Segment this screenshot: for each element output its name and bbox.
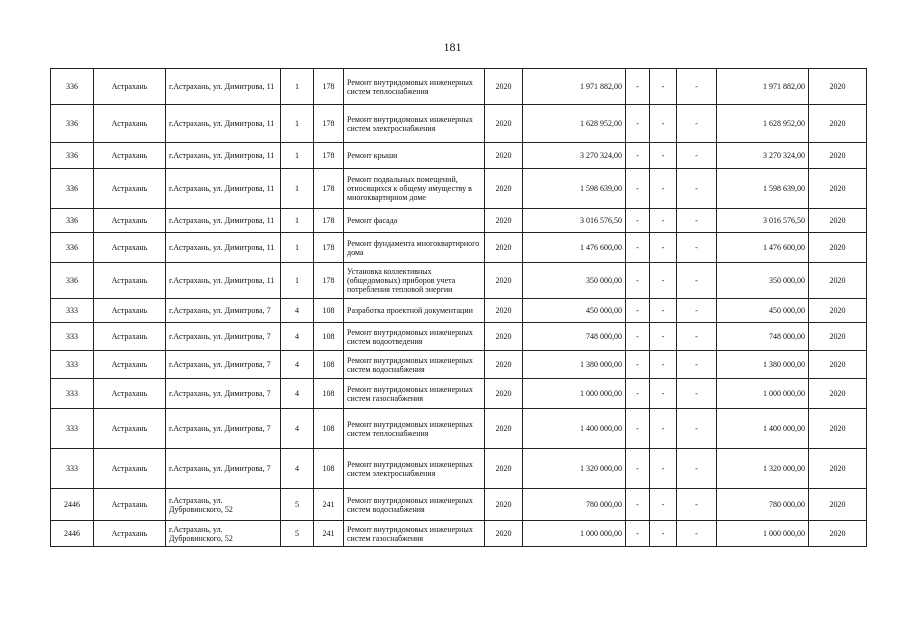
completion-year-cell: 2020 bbox=[809, 351, 867, 379]
apartments-cell: 108 bbox=[314, 351, 344, 379]
work-type-cell: Разработка проектной документации bbox=[344, 299, 485, 323]
fund-source-1-cell: - bbox=[626, 233, 650, 263]
house-id-cell: 333 bbox=[51, 351, 94, 379]
year-cell: 2020 bbox=[485, 209, 523, 233]
fund-source-1-cell: - bbox=[626, 323, 650, 351]
apartments-cell: 178 bbox=[314, 263, 344, 299]
table-row bbox=[51, 323, 867, 351]
work-type-cell: Ремонт внутридомовых инженерных систем водоснабжения bbox=[344, 489, 485, 521]
city-cell: Астрахань bbox=[94, 409, 166, 449]
address-cell: г.Астрахань, ул. Димитрова, 11 bbox=[166, 143, 281, 169]
repair-registry-table bbox=[50, 68, 867, 547]
table-row bbox=[51, 143, 867, 169]
cost-cell: 1 628 952,00 bbox=[523, 105, 626, 143]
year-cell: 2020 bbox=[485, 449, 523, 489]
fund-source-3-cell: - bbox=[677, 105, 717, 143]
fund-source-2-cell: - bbox=[650, 409, 677, 449]
completion-year-cell: 2020 bbox=[809, 263, 867, 299]
fund-source-1-cell: - bbox=[626, 299, 650, 323]
cost-cell: 350 000,00 bbox=[523, 263, 626, 299]
floors-cell: 4 bbox=[281, 409, 314, 449]
house-id-cell: 336 bbox=[51, 105, 94, 143]
cost-cell: 3 270 324,00 bbox=[523, 143, 626, 169]
apartments-cell: 108 bbox=[314, 323, 344, 351]
address-cell: г.Астрахань, ул. Дубровинского, 52 bbox=[166, 489, 281, 521]
work-type-cell: Ремонт внутридомовых инженерных систем газоснабжения bbox=[344, 521, 485, 547]
house-id-cell: 336 bbox=[51, 169, 94, 209]
total-cost-cell: 1 000 000,00 bbox=[717, 379, 809, 409]
work-type-cell: Ремонт подвальных помещений, относящихся к общему имуществу в многоквартирном доме bbox=[344, 169, 485, 209]
cost-cell: 1 000 000,00 bbox=[523, 379, 626, 409]
fund-source-3-cell: - bbox=[677, 323, 717, 351]
total-cost-cell: 748 000,00 bbox=[717, 323, 809, 351]
address-cell: г.Астрахань, ул. Димитрова, 11 bbox=[166, 233, 281, 263]
total-cost-cell: 350 000,00 bbox=[717, 263, 809, 299]
completion-year-cell: 2020 bbox=[809, 379, 867, 409]
total-cost-cell: 1 476 600,00 bbox=[717, 233, 809, 263]
floors-cell: 5 bbox=[281, 521, 314, 547]
completion-year-cell: 2020 bbox=[809, 209, 867, 233]
table-row bbox=[51, 105, 867, 143]
year-cell: 2020 bbox=[485, 69, 523, 105]
work-type-cell: Установка коллективных (общедомовых) приборов учета потребления тепловой энергии bbox=[344, 263, 485, 299]
floors-cell: 1 bbox=[281, 105, 314, 143]
fund-source-1-cell: - bbox=[626, 379, 650, 409]
house-id-cell: 2446 bbox=[51, 489, 94, 521]
completion-year-cell: 2020 bbox=[809, 489, 867, 521]
city-cell: Астрахань bbox=[94, 143, 166, 169]
city-cell: Астрахань bbox=[94, 69, 166, 105]
fund-source-1-cell: - bbox=[626, 489, 650, 521]
fund-source-2-cell: - bbox=[650, 323, 677, 351]
work-type-cell: Ремонт внутридомовых инженерных систем водоснабжения bbox=[344, 351, 485, 379]
house-id-cell: 333 bbox=[51, 409, 94, 449]
apartments-cell: 178 bbox=[314, 209, 344, 233]
page-number: 181 bbox=[443, 40, 462, 54]
fund-source-2-cell: - bbox=[650, 69, 677, 105]
address-cell: г.Астрахань, ул. Димитрова, 7 bbox=[166, 409, 281, 449]
city-cell: Астрахань bbox=[94, 299, 166, 323]
floors-cell: 4 bbox=[281, 449, 314, 489]
fund-source-2-cell: - bbox=[650, 449, 677, 489]
cost-cell: 1 598 639,00 bbox=[523, 169, 626, 209]
fund-source-1-cell: - bbox=[626, 521, 650, 547]
cost-cell: 1 000 000,00 bbox=[523, 521, 626, 547]
address-cell: г.Астрахань, ул. Дубровинского, 52 bbox=[166, 521, 281, 547]
fund-source-3-cell: - bbox=[677, 263, 717, 299]
house-id-cell: 336 bbox=[51, 233, 94, 263]
cost-cell: 450 000,00 bbox=[523, 299, 626, 323]
completion-year-cell: 2020 bbox=[809, 323, 867, 351]
city-cell: Астрахань bbox=[94, 449, 166, 489]
address-cell: г.Астрахань, ул. Димитрова, 7 bbox=[166, 351, 281, 379]
city-cell: Астрахань bbox=[94, 263, 166, 299]
total-cost-cell: 1 000 000,00 bbox=[717, 521, 809, 547]
table-row bbox=[51, 69, 867, 105]
year-cell: 2020 bbox=[485, 521, 523, 547]
city-cell: Астрахань bbox=[94, 209, 166, 233]
floors-cell: 4 bbox=[281, 299, 314, 323]
completion-year-cell: 2020 bbox=[809, 233, 867, 263]
cost-cell: 1 971 882,00 bbox=[523, 69, 626, 105]
fund-source-2-cell: - bbox=[650, 105, 677, 143]
table-row bbox=[51, 351, 867, 379]
total-cost-cell: 1 380 000,00 bbox=[717, 351, 809, 379]
floors-cell: 1 bbox=[281, 233, 314, 263]
apartments-cell: 108 bbox=[314, 379, 344, 409]
year-cell: 2020 bbox=[485, 299, 523, 323]
house-id-cell: 333 bbox=[51, 379, 94, 409]
year-cell: 2020 bbox=[485, 263, 523, 299]
year-cell: 2020 bbox=[485, 323, 523, 351]
apartments-cell: 108 bbox=[314, 299, 344, 323]
house-id-cell: 2446 bbox=[51, 521, 94, 547]
fund-source-2-cell: - bbox=[650, 143, 677, 169]
fund-source-2-cell: - bbox=[650, 169, 677, 209]
floors-cell: 1 bbox=[281, 169, 314, 209]
total-cost-cell: 1 598 639,00 bbox=[717, 169, 809, 209]
fund-source-2-cell: - bbox=[650, 521, 677, 547]
table-row bbox=[51, 379, 867, 409]
fund-source-1-cell: - bbox=[626, 143, 650, 169]
completion-year-cell: 2020 bbox=[809, 409, 867, 449]
address-cell: г.Астрахань, ул. Димитрова, 7 bbox=[166, 449, 281, 489]
floors-cell: 1 bbox=[281, 209, 314, 233]
address-cell: г.Астрахань, ул. Димитрова, 7 bbox=[166, 379, 281, 409]
cost-cell: 1 380 000,00 bbox=[523, 351, 626, 379]
year-cell: 2020 bbox=[485, 233, 523, 263]
house-id-cell: 336 bbox=[51, 209, 94, 233]
completion-year-cell: 2020 bbox=[809, 143, 867, 169]
city-cell: Астрахань bbox=[94, 323, 166, 351]
table-row bbox=[51, 299, 867, 323]
floors-cell: 5 bbox=[281, 489, 314, 521]
total-cost-cell: 1 400 000,00 bbox=[717, 409, 809, 449]
completion-year-cell: 2020 bbox=[809, 521, 867, 547]
fund-source-1-cell: - bbox=[626, 263, 650, 299]
cost-cell: 780 000,00 bbox=[523, 489, 626, 521]
house-id-cell: 333 bbox=[51, 299, 94, 323]
fund-source-2-cell: - bbox=[650, 263, 677, 299]
completion-year-cell: 2020 bbox=[809, 449, 867, 489]
fund-source-2-cell: - bbox=[650, 379, 677, 409]
apartments-cell: 178 bbox=[314, 143, 344, 169]
completion-year-cell: 2020 bbox=[809, 69, 867, 105]
fund-source-2-cell: - bbox=[650, 351, 677, 379]
total-cost-cell: 780 000,00 bbox=[717, 489, 809, 521]
floors-cell: 1 bbox=[281, 263, 314, 299]
registry-body bbox=[51, 69, 867, 547]
fund-source-1-cell: - bbox=[626, 69, 650, 105]
year-cell: 2020 bbox=[485, 143, 523, 169]
cost-cell: 1 320 000,00 bbox=[523, 449, 626, 489]
apartments-cell: 178 bbox=[314, 105, 344, 143]
house-id-cell: 333 bbox=[51, 449, 94, 489]
fund-source-3-cell: - bbox=[677, 489, 717, 521]
year-cell: 2020 bbox=[485, 351, 523, 379]
fund-source-3-cell: - bbox=[677, 379, 717, 409]
floors-cell: 4 bbox=[281, 323, 314, 351]
completion-year-cell: 2020 bbox=[809, 105, 867, 143]
fund-source-2-cell: - bbox=[650, 233, 677, 263]
apartments-cell: 108 bbox=[314, 409, 344, 449]
house-id-cell: 336 bbox=[51, 69, 94, 105]
fund-source-2-cell: - bbox=[650, 299, 677, 323]
work-type-cell: Ремонт внутридомовых инженерных систем теплоснабжения bbox=[344, 69, 485, 105]
work-type-cell: Ремонт внутридомовых инженерных систем водоотведения bbox=[344, 323, 485, 351]
work-type-cell: Ремонт фундамента многоквартирного дома bbox=[344, 233, 485, 263]
cost-cell: 748 000,00 bbox=[523, 323, 626, 351]
apartments-cell: 178 bbox=[314, 233, 344, 263]
table-row bbox=[51, 521, 867, 547]
fund-source-3-cell: - bbox=[677, 169, 717, 209]
table-row bbox=[51, 449, 867, 489]
fund-source-1-cell: - bbox=[626, 409, 650, 449]
fund-source-3-cell: - bbox=[677, 143, 717, 169]
table-row bbox=[51, 169, 867, 209]
year-cell: 2020 bbox=[485, 105, 523, 143]
fund-source-3-cell: - bbox=[677, 409, 717, 449]
house-id-cell: 336 bbox=[51, 143, 94, 169]
work-type-cell: Ремонт крыши bbox=[344, 143, 485, 169]
fund-source-2-cell: - bbox=[650, 209, 677, 233]
house-id-cell: 336 bbox=[51, 263, 94, 299]
address-cell: г.Астрахань, ул. Димитрова, 11 bbox=[166, 69, 281, 105]
total-cost-cell: 1 320 000,00 bbox=[717, 449, 809, 489]
address-cell: г.Астрахань, ул. Димитрова, 11 bbox=[166, 169, 281, 209]
table-row bbox=[51, 409, 867, 449]
address-cell: г.Астрахань, ул. Димитрова, 7 bbox=[166, 323, 281, 351]
total-cost-cell: 3 016 576,50 bbox=[717, 209, 809, 233]
fund-source-2-cell: - bbox=[650, 489, 677, 521]
city-cell: Астрахань bbox=[94, 169, 166, 209]
address-cell: г.Астрахань, ул. Димитрова, 7 bbox=[166, 299, 281, 323]
completion-year-cell: 2020 bbox=[809, 299, 867, 323]
work-type-cell: Ремонт внутридомовых инженерных систем электроснабжения bbox=[344, 449, 485, 489]
city-cell: Астрахань bbox=[94, 379, 166, 409]
address-cell: г.Астрахань, ул. Димитрова, 11 bbox=[166, 209, 281, 233]
completion-year-cell: 2020 bbox=[809, 169, 867, 209]
cost-cell: 1 400 000,00 bbox=[523, 409, 626, 449]
table-row bbox=[51, 489, 867, 521]
floors-cell: 4 bbox=[281, 379, 314, 409]
address-cell: г.Астрахань, ул. Димитрова, 11 bbox=[166, 105, 281, 143]
city-cell: Астрахань bbox=[94, 105, 166, 143]
city-cell: Астрахань bbox=[94, 521, 166, 547]
work-type-cell: Ремонт фасада bbox=[344, 209, 485, 233]
fund-source-3-cell: - bbox=[677, 209, 717, 233]
year-cell: 2020 bbox=[485, 379, 523, 409]
total-cost-cell: 3 270 324,00 bbox=[717, 143, 809, 169]
fund-source-3-cell: - bbox=[677, 351, 717, 379]
city-cell: Астрахань bbox=[94, 351, 166, 379]
work-type-cell: Ремонт внутридомовых инженерных систем газоснабжения bbox=[344, 379, 485, 409]
year-cell: 2020 bbox=[485, 489, 523, 521]
fund-source-1-cell: - bbox=[626, 351, 650, 379]
table-row bbox=[51, 263, 867, 299]
apartments-cell: 241 bbox=[314, 521, 344, 547]
apartments-cell: 241 bbox=[314, 489, 344, 521]
fund-source-1-cell: - bbox=[626, 169, 650, 209]
apartments-cell: 178 bbox=[314, 169, 344, 209]
fund-source-3-cell: - bbox=[677, 233, 717, 263]
fund-source-3-cell: - bbox=[677, 521, 717, 547]
year-cell: 2020 bbox=[485, 169, 523, 209]
apartments-cell: 108 bbox=[314, 449, 344, 489]
work-type-cell: Ремонт внутридомовых инженерных систем электроснабжения bbox=[344, 105, 485, 143]
year-cell: 2020 bbox=[485, 409, 523, 449]
floors-cell: 4 bbox=[281, 351, 314, 379]
apartments-cell: 178 bbox=[314, 69, 344, 105]
total-cost-cell: 1 628 952,00 bbox=[717, 105, 809, 143]
table-row bbox=[51, 233, 867, 263]
cost-cell: 3 016 576,50 bbox=[523, 209, 626, 233]
total-cost-cell: 1 971 882,00 bbox=[717, 69, 809, 105]
fund-source-3-cell: - bbox=[677, 449, 717, 489]
fund-source-1-cell: - bbox=[626, 209, 650, 233]
fund-source-1-cell: - bbox=[626, 105, 650, 143]
address-cell: г.Астрахань, ул. Димитрова, 11 bbox=[166, 263, 281, 299]
fund-source-1-cell: - bbox=[626, 449, 650, 489]
table-row bbox=[51, 209, 867, 233]
work-type-cell: Ремонт внутридомовых инженерных систем теплоснабжения bbox=[344, 409, 485, 449]
floors-cell: 1 bbox=[281, 69, 314, 105]
house-id-cell: 333 bbox=[51, 323, 94, 351]
fund-source-3-cell: - bbox=[677, 69, 717, 105]
city-cell: Астрахань bbox=[94, 489, 166, 521]
fund-source-3-cell: - bbox=[677, 299, 717, 323]
floors-cell: 1 bbox=[281, 143, 314, 169]
cost-cell: 1 476 600,00 bbox=[523, 233, 626, 263]
total-cost-cell: 450 000,00 bbox=[717, 299, 809, 323]
city-cell: Астрахань bbox=[94, 233, 166, 263]
